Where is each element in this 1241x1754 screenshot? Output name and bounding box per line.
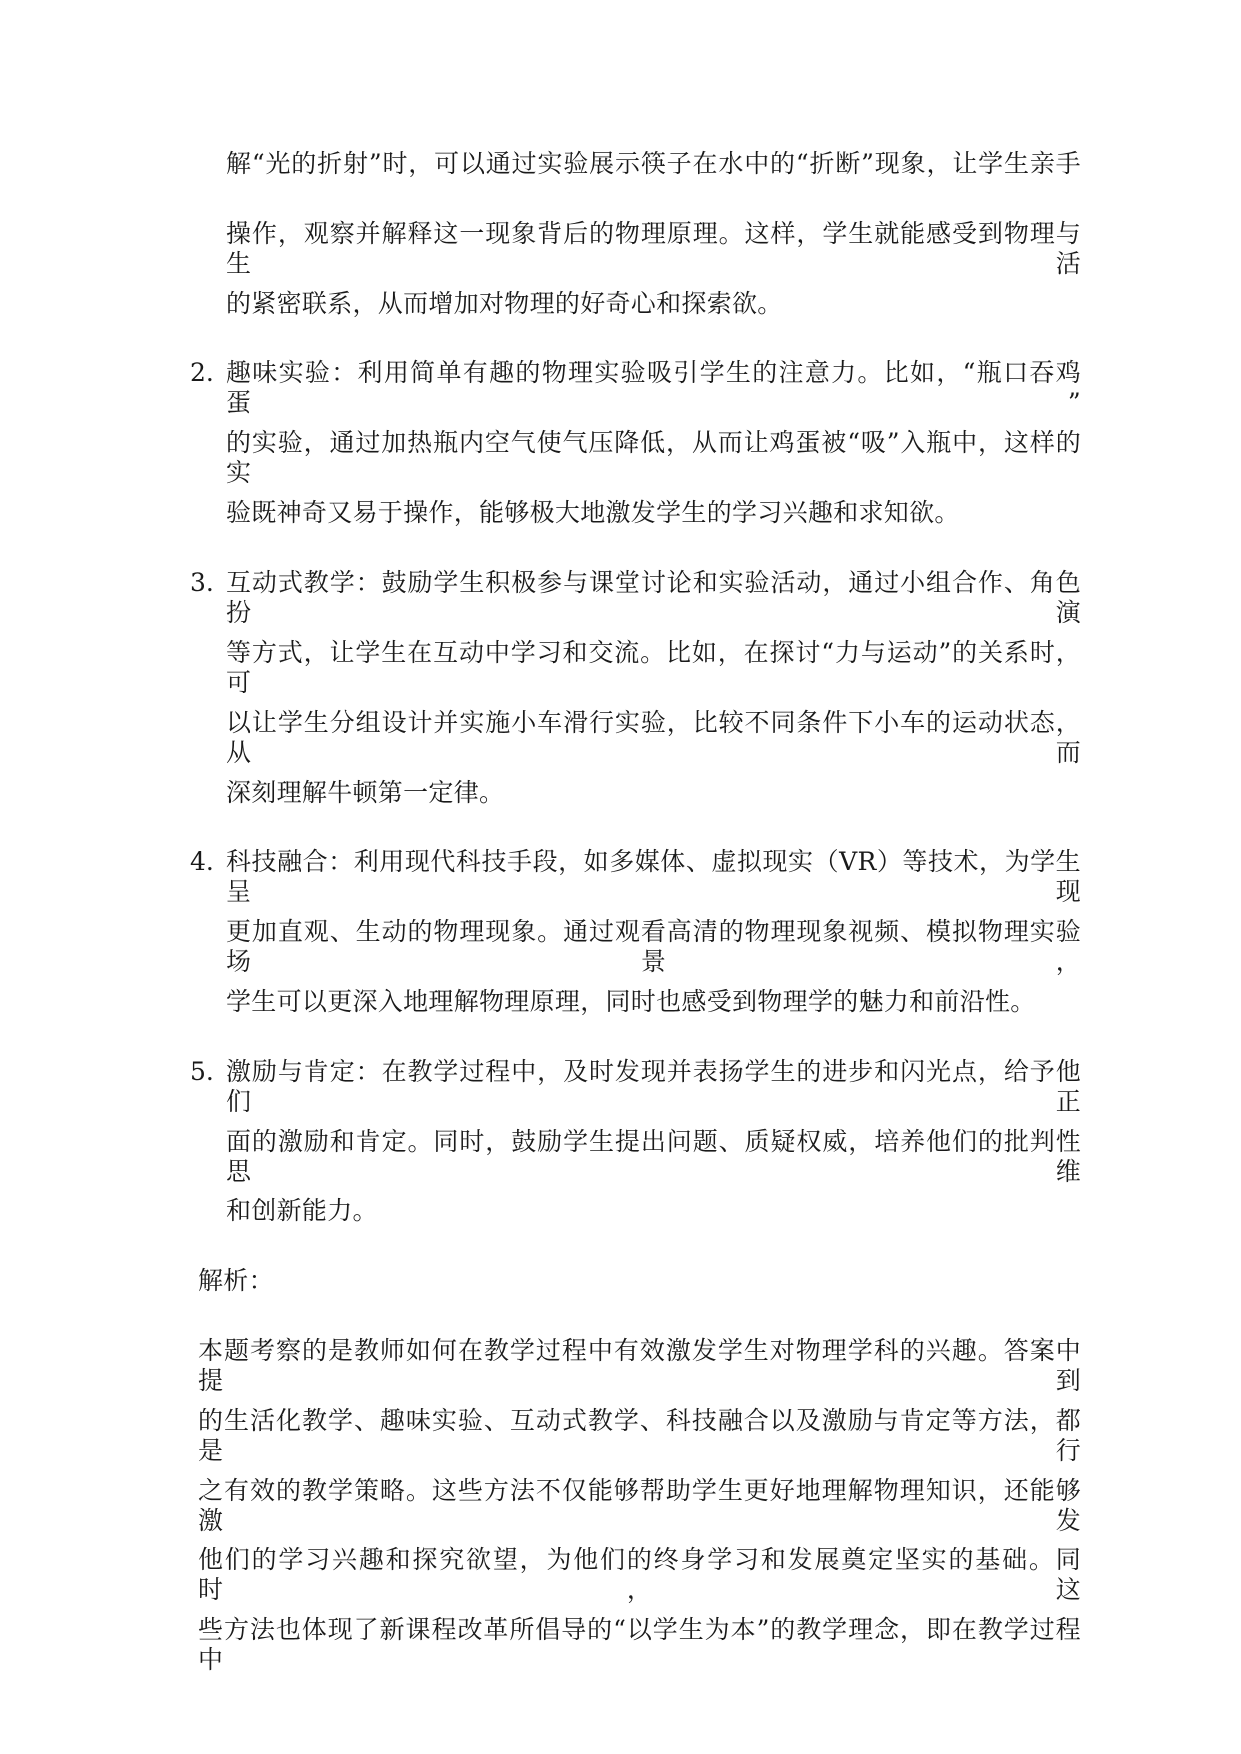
item4-line-1: 科技融合：利用现代科技手段，如多媒体、虚拟现实（VR）等技术，为学生呈现	[226, 847, 1081, 906]
item3-line-1: 互动式教学：鼓励学生积极参与课堂讨论和实验活动，通过小组合作、角色扮演	[226, 568, 1081, 627]
item4-line-3: 学生可以更深入地理解物理原理，同时也感受到物理学的魅力和前沿性。	[226, 987, 1036, 1016]
analysis-line-3: 之有效的教学策略。这些方法不仅能够帮助学生更好地理解物理知识，还能够激发	[198, 1476, 1081, 1535]
item5-line-1: 激励与肯定：在教学过程中，及时发现并表扬学生的进步和闪光点，给予他们正	[226, 1057, 1081, 1116]
item4-line-2: 更加直观、生动的物理现象。通过观看高清的物理现象视频、模拟物理实验场景，	[226, 917, 1081, 976]
item2-number: 2.	[190, 358, 214, 387]
item3-line-3: 以让学生分组设计并实施小车滑行实验，比较不同条件下小车的运动状态，从而	[226, 708, 1081, 767]
item4-number: 4.	[190, 847, 214, 876]
item2-line-3: 验既神奇又易于操作，能够极大地激发学生的学习兴趣和求知欲。	[226, 498, 960, 527]
item3-line-2: 等方式，让学生在互动中学习和交流。比如，在探讨“力与运动”的关系时，可	[226, 638, 1081, 697]
item1-line-2: 操作，观察并解释这一现象背后的物理原理。这样，学生就能感受到物理与生活	[226, 219, 1081, 278]
item3-line-4: 深刻理解牛顿第一定律。	[226, 778, 505, 807]
analysis-label: 解析：	[198, 1266, 274, 1295]
item5-line-2: 面的激励和肯定。同时，鼓励学生提出问题、质疑权威，培养他们的批判性思维	[226, 1127, 1081, 1186]
item2-line-2: 的实验，通过加热瓶内空气使气压降低，从而让鸡蛋被“吸”入瓶中，这样的实	[226, 428, 1081, 487]
analysis-line-1: 本题考察的是教师如何在教学过程中有效激发学生对物理学科的兴趣。答案中提到	[198, 1336, 1081, 1395]
item3-number: 3.	[190, 568, 214, 597]
item1-line-3: 的紧密联系，从而增加对物理的好奇心和探索欲。	[226, 289, 783, 318]
analysis-line-2: 的生活化教学、趣味实验、互动式教学、科技融合以及激励与肯定等方法，都是行	[198, 1406, 1081, 1465]
analysis-line-4: 他们的学习兴趣和探究欲望，为他们的终身学习和发展奠定坚实的基础。同时，这	[198, 1545, 1081, 1604]
item1-line-1: 解“光的折射”时，可以通过实验展示筷子在水中的“折断”现象，让学生亲手	[226, 149, 1081, 178]
item2-line-1: 趣味实验：利用简单有趣的物理实验吸引学生的注意力。比如，“瓶口吞鸡蛋”	[226, 358, 1081, 417]
analysis-line-5: 些方法也体现了新课程改革所倡导的“以学生为本”的教学理念，即在教学过程中	[198, 1615, 1081, 1674]
item5-number: 5.	[190, 1057, 214, 1086]
item5-line-3: 和创新能力。	[226, 1196, 378, 1225]
